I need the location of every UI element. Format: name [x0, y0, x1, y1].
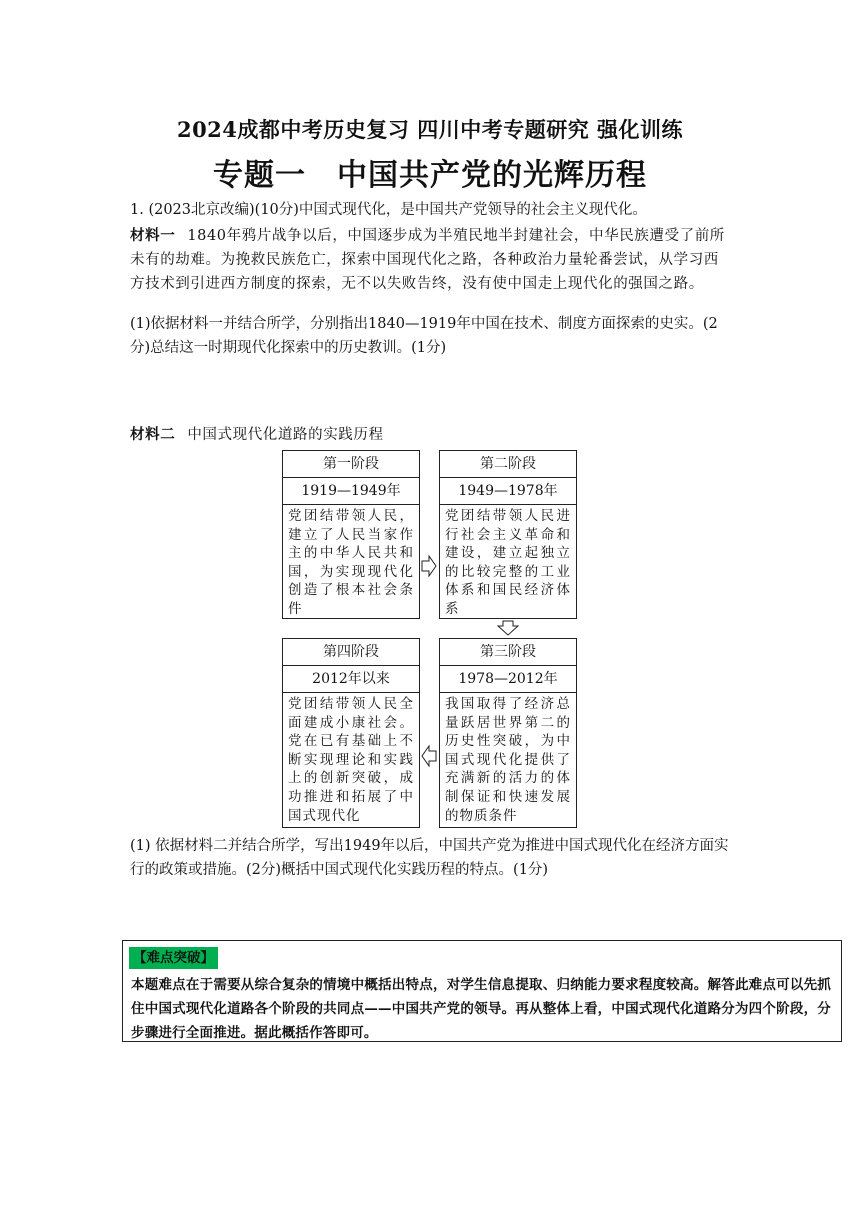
stage-name: 第二阶段	[440, 451, 576, 478]
stage-text: 党团结带领人民进行社会主义革命和建设，建立起独立的比较完整的工业体系和国民经济体系	[445, 508, 571, 617]
stage-box-2	[439, 450, 577, 619]
arrow-left-icon	[421, 745, 437, 767]
page-title: 专题一 中国共产党的光辉历程	[213, 158, 647, 193]
material-2-label: 材料二	[130, 427, 176, 443]
stage-name: 第三阶段	[440, 639, 576, 666]
arrow-down-icon	[497, 620, 519, 636]
stage-years: 1949—1978年	[440, 478, 576, 505]
stage-years: 1978—2012年	[440, 666, 576, 693]
sub-question-2: (1) 依据材料二并结合所学，写出1949年以后，中国共产党为推进中国式现代化在经济方面实行的政策或措施。(2分)概括中国式现代化实践历程的特点。(1分)	[130, 838, 729, 878]
stage-text: 党团结带领人民，建立了人民当家作主的中华人民共和国，为实现现代化创造了根本社会条件	[288, 508, 414, 617]
material-1-text: 1840年鸦片战争以后，中国逐步成为半殖民地半封建社会，中华民族遭受了前所未有的劫难。为挽救民族危亡，探索中国现代化之路，各种政治力量轮番尝试，从学习西方技术到引进西方制度的探索，无不以失败告终，没有使中国走上现代化的强国之路。	[130, 228, 725, 292]
stage-text: 党团结带领人民全面建成小康社会。党在已有基础上不断实现理论和实践上的创新突破，成功推进和拓展了中国式现代化	[288, 696, 414, 824]
stage-text: 我国取得了经济总量跃居世界第二的历史性突破，为中国式现代化提供了充满新的活力的体制保证和快速发展的物质条件	[445, 696, 571, 824]
stage-box-3	[439, 638, 577, 828]
stage-box-1	[282, 450, 420, 619]
stage-name: 第四阶段	[283, 639, 419, 666]
difficulty-box	[122, 940, 842, 1042]
stage-years: 1919—1949年	[283, 478, 419, 505]
difficulty-label: 【难点突破】	[129, 947, 218, 969]
difficulty-text: 本题难点在于需要从综合复杂的情境中概括出特点，对学生信息提取、归纳能力要求程度较高。解答此难点可以先抓住中国式现代化道路各个阶段的共同点——中国共产党的领导。再从整体上看，中国式现代化道路分为四个阶段，分步骤进行全面推进。据此概括作答即可。	[131, 977, 831, 1041]
stage-name: 第一阶段	[283, 451, 419, 478]
material-1-label: 材料一	[130, 228, 176, 244]
stage-years: 2012年以来	[283, 666, 419, 693]
arrow-right-icon	[421, 555, 437, 577]
page-subtitle: 2024成都中考历史复习 四川中考专题研究 强化训练	[176, 117, 684, 142]
material-2-text: 中国式现代化道路的实践历程	[187, 427, 384, 443]
material-2	[130, 423, 730, 447]
question-stem: 1. (2023北京改编)(10分)中国式现代化，是中国共产党领导的社会主义现代化。	[130, 202, 647, 218]
sub-question-1: (1)依据材料一并结合所学，分别指出1840—1919年中国在技术、制度方面探索的史实。(2分)总结这一时期现代化探索中的历史教训。(1分)	[130, 316, 718, 356]
material-1	[130, 224, 730, 296]
stage-box-4	[282, 638, 420, 828]
